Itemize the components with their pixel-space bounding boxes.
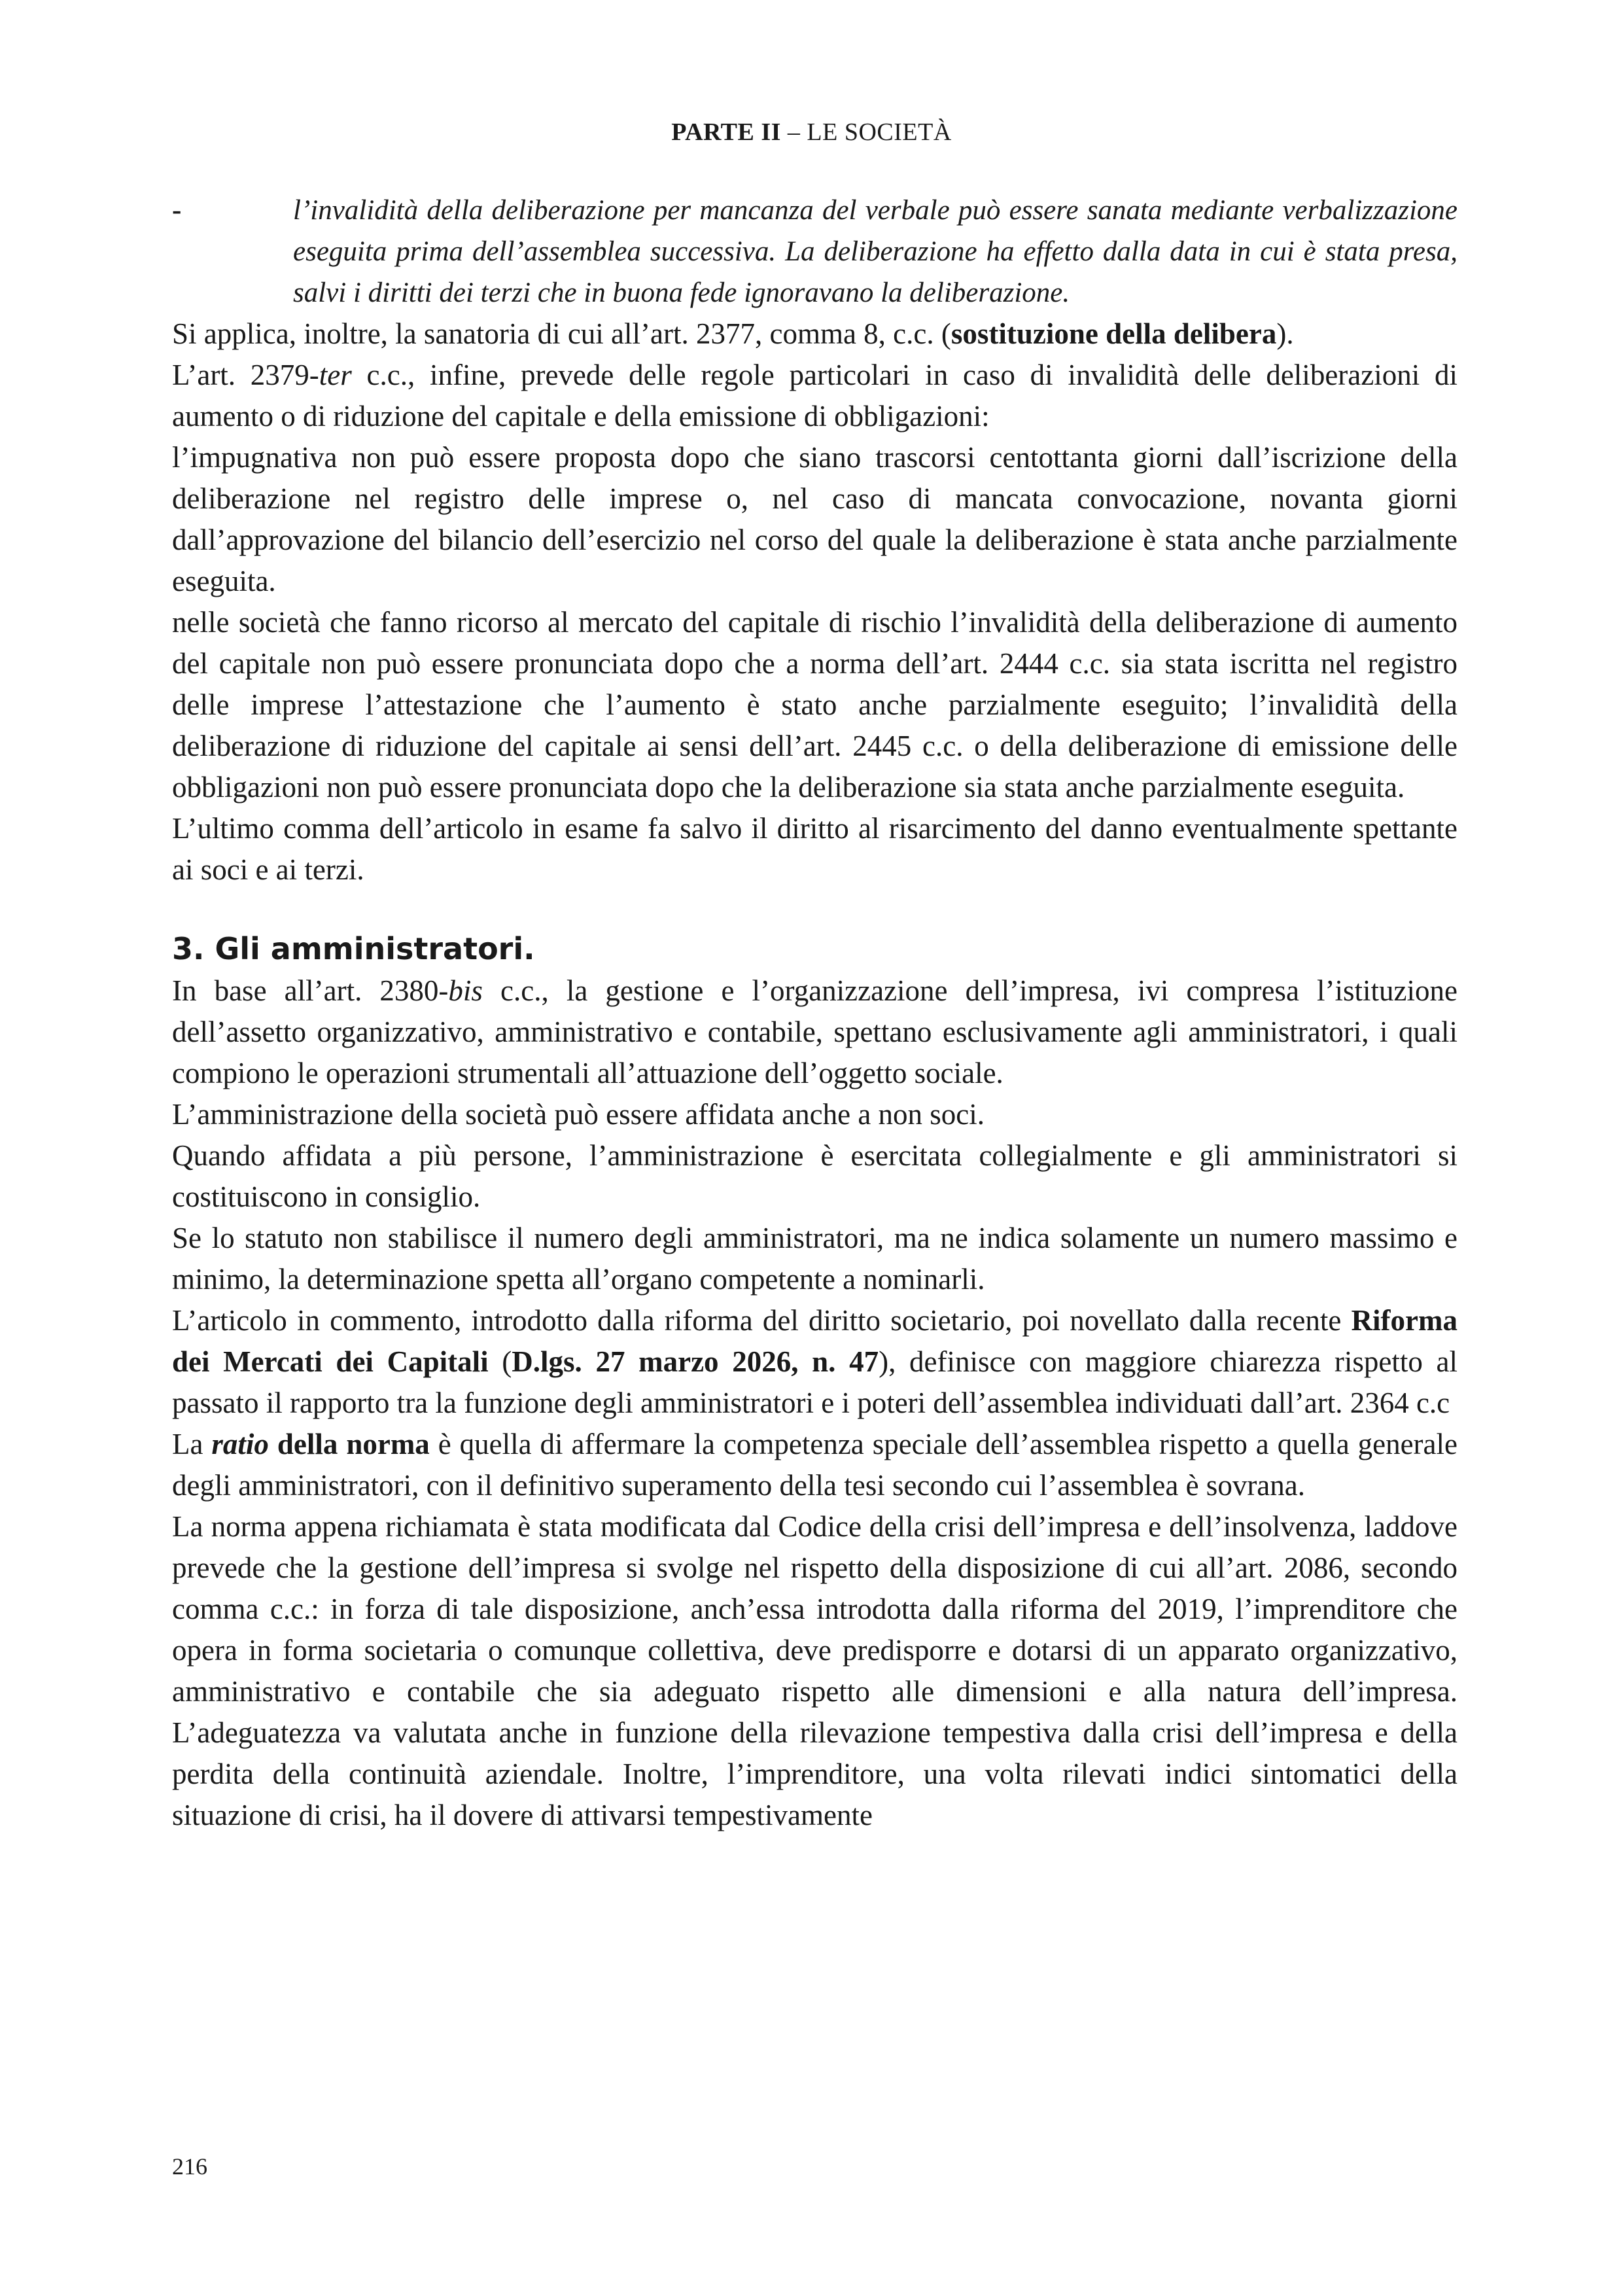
s5-post: ), definisce con maggiore chiarezza rispetto al passato il rapporto tra la funzione degli amministratori e i poteri dell’assemblea individuati dall’art. 2364 c.c xyxy=(172,1345,1457,1419)
p2-pre: L’art. 2379- xyxy=(172,359,319,391)
s1-pre: In base all’art. 2380- xyxy=(172,974,449,1007)
paragraph-sanatoria xyxy=(172,313,1457,355)
paragraph-art-2379 xyxy=(172,355,1457,437)
page-body xyxy=(172,190,1457,1836)
s5-bold1: Riforma dei Mercati dei Capitali xyxy=(172,1304,1457,1378)
paragraph-numero-amministratori: Se lo statuto non stabilisce il numero degli amministratori, ma ne indica solamente un numero massimo e minimo, la determinazione spetta all’organo competente a nominarli. xyxy=(172,1222,1457,1296)
page-number: 216 xyxy=(172,2153,207,2180)
running-header xyxy=(0,118,1623,147)
s5-pre: L’articolo in commento, introdotto dalla riforma del diritto societario, poi novellato dalla recente xyxy=(172,1304,1352,1337)
s1-italic: bis xyxy=(448,974,483,1007)
bullet-dash: - xyxy=(172,195,182,226)
bullet-text: l’invalidità della deliberazione per mancanza del verbale può essere sanata mediante verbalizzazione eseguita prima dell’assemblea successiva. La deliberazione ha effetto dalla data in cui è stata presa, salvi i diritti dei terzi che in buona fede ignoravano la deliberazione. xyxy=(293,195,1457,308)
p1-bold: sostituzione della delibera xyxy=(951,317,1277,350)
s5-bold2: D.lgs. 27 marzo 2026, n. 47 xyxy=(512,1345,879,1378)
paragraph-codice-crisi: La norma appena richiamata è stata modificata dal Codice della crisi dell’impresa e dell’insolvenza, laddove prevede che la gestione dell’impresa si svolge nel rispetto della disposizione di cui all’art. 2086, secondo comma c.c.: in forza di tale disposizione, anch’essa introdotta dalla riforma del 2019, l’imprenditore che opera in forma societaria o comunque collettiva, deve predisporre e dotarsi di un apparato organizzativo, amministrativo e contabile che sia adeguato rispetto alle dimensioni e alla natura dell’impresa. L’adeguatezza va valutata anche in funzione della rilevazione tempestiva dalla crisi dell’impresa e della perdita della continuità aziendale. Inoltre, l’imprenditore, una volta rilevati indici sintomatici della situazione di crisi, ha il dovere di attivarsi tempestivamente xyxy=(172,1510,1457,1831)
s1-post: c.c., la gestione e l’organizzazione dell’impresa, ivi compresa l’istituzione dell’assetto organizzativo, amministrativo e contabile, spettano esclusivamente agli amministratori, i quali compiono le operazioni strumentali all’attuazione dell’oggetto sociale. xyxy=(172,974,1457,1089)
paragraph-impugnativa: l’impugnativa non può essere proposta dopo che siano trascorsi centottanta giorni dall’iscrizione della deliberazione nel registro delle imprese o, nel caso di mancata convocazione, novanta giorni dall’approvazione del bilancio dell’esercizio nel corso del quale la deliberazione è stata anche parzialmente eseguita. xyxy=(172,441,1457,597)
bullet-item xyxy=(172,190,1457,313)
s6-bold-italic: ratio xyxy=(211,1428,269,1460)
paragraph-riforma xyxy=(172,1300,1457,1424)
paragraph-collegiale: Quando affidata a più persone, l’amministrazione è esercitata collegialmente e gli amministratori si costituiscono in consiglio. xyxy=(172,1139,1457,1213)
header-separator: – xyxy=(780,118,807,146)
paragraph-ultimo-comma: L’ultimo comma dell’articolo in esame fa salvo il diritto al risarcimento del danno eventualmente spettante ai soci e ai terzi. xyxy=(172,812,1457,886)
p2-post: c.c., infine, prevede delle regole particolari in caso di invalidità delle deliberazioni di aumento o di riduzione del capitale e della emissione di obbligazioni: xyxy=(172,359,1457,433)
paragraph-art-2380 xyxy=(172,970,1457,1094)
header-section: LE SOCIETÀ xyxy=(807,118,952,146)
paragraph-mercato-capitale: nelle società che fanno ricorso al mercato del capitale di rischio l’invalidità della deliberazione di aumento del capitale non può essere pronunciata dopo che a norma dell’art. 2444 c.c. sia stata iscritta nel registro delle imprese l’attestazione che l’aumento è stato anche parzialmente eseguito; l’invalidità della deliberazione di riduzione del capitale ai sensi dell’art. 2445 c.c. o della deliberazione di emissione delle obbligazioni non può essere pronunciata dopo che la deliberazione sia stata anche parzialmente eseguita. xyxy=(172,606,1457,804)
header-part: PARTE II xyxy=(671,118,781,146)
s5-mid: ( xyxy=(488,1345,512,1378)
s6-post: è quella di affermare la competenza speciale dell’assemblea rispetto a quella generale degli amministratori, con il definitivo superamento della tesi secondo cui l’assemblea è sovrana. xyxy=(172,1428,1457,1502)
p1-end: ). xyxy=(1276,317,1294,350)
p2-italic: ter xyxy=(319,359,352,391)
paragraph-non-soci: L’amministrazione della società può essere affidata anche a non soci. xyxy=(172,1098,985,1131)
paragraph-ratio xyxy=(172,1424,1457,1506)
s6-bold: della norma xyxy=(268,1428,430,1460)
p1-text: Si applica, inoltre, la sanatoria di cui all’art. 2377, comma 8, c.c. ( xyxy=(172,317,951,350)
section-heading: 3. Gli amministratori. xyxy=(172,931,535,966)
s6-pre: La xyxy=(172,1428,212,1460)
